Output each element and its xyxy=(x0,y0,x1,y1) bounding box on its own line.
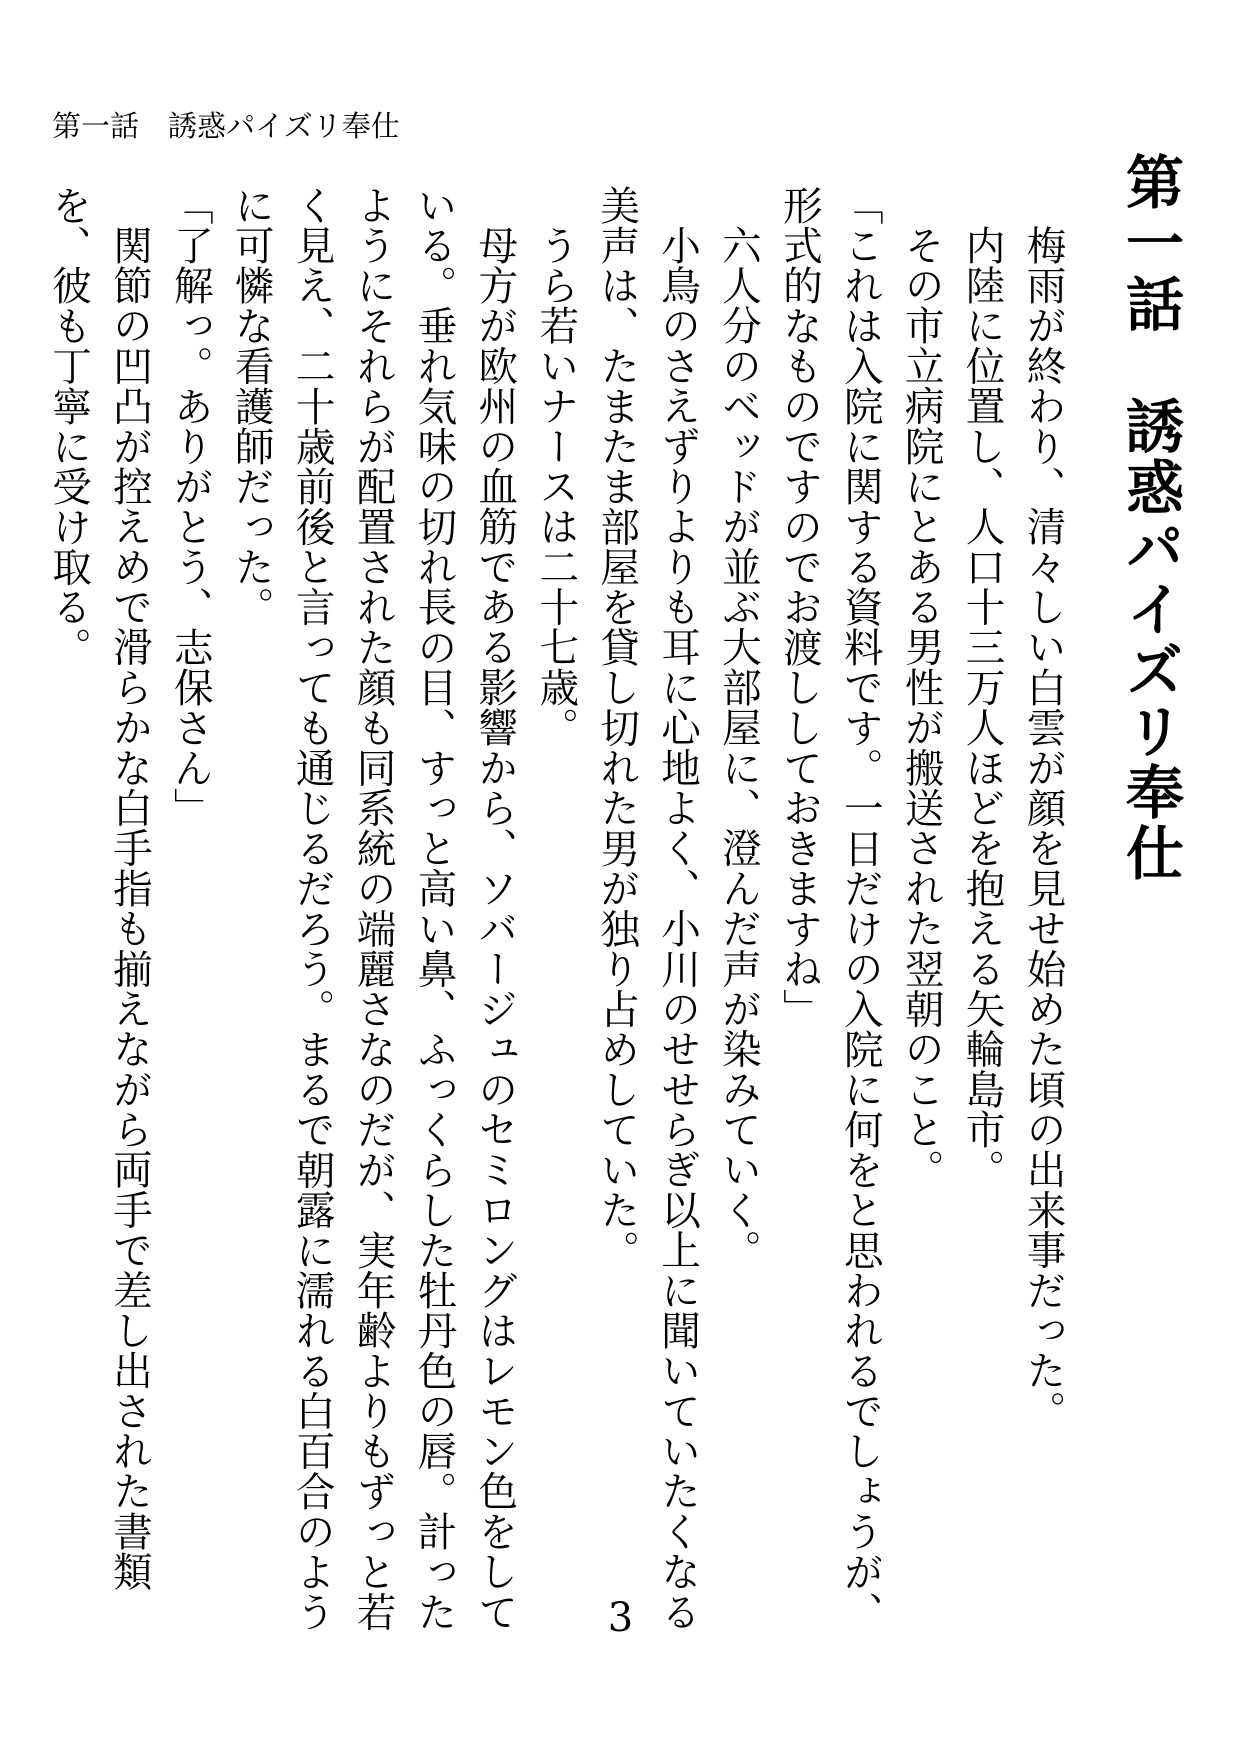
paragraph: 内陸に位置し、人口十三万人ほどを抱える矢輪島市。 xyxy=(959,224,1006,1190)
body-text xyxy=(45,185,1073,1645)
paragraph: 関節の凹凸が控えめで滑らかな白手指も揃えながら両手で差し出された書類を、彼も丁寧に受け取る。 xyxy=(45,185,153,1592)
running-header: 第一話 誘惑パイズリ奉仕 xyxy=(52,109,400,143)
paragraph: 六人分のベッドが並ぶ大部屋に、澄んだ声が染みていく。 xyxy=(715,224,762,1270)
dialogue-paragraph: 「これは入院に関する資料です。一日だけの入院に何をと思われるでしょうが、形式的なものですのでお渡ししておきますね」 xyxy=(776,185,884,1632)
paragraph: その市立病院にとある男性が搬送された翌朝のこと。 xyxy=(898,224,945,1190)
paragraph: 梅雨が終わり、清々しい白雲が顔を見せ始めた頃の出来事だった。 xyxy=(1020,224,1066,1431)
paragraph: 小鳥のさえずりよりも耳に心地よく、小川のせせらぎ以上に聞いていたくなる美声は、たまたま部屋を貸し切れた男が独り占めしていた。 xyxy=(593,185,701,1632)
chapter-title: 第一話 誘惑パイズリ奉仕 xyxy=(1116,152,1184,884)
page-number: 3 xyxy=(607,1595,634,1641)
dialogue-paragraph: 「了解っ。ありがとう、志保さん」 xyxy=(167,185,214,829)
paragraph: うら若いナースは二十七歳。 xyxy=(532,224,579,748)
paragraph: 母方が欧州の血筋である影響から、ソバージュのセミロングはレモン色をしている。垂れ気味の切れ長の目、すっと高い鼻、ふっくらした牡丹色の唇。計ったようにそれらが配置された顔も同系統の端麗さなのだが、実年齢よりもずっと若く見え、二十歳前後と言っても通じるだろう。まるで朝露に濡れる白百合のように可憐な看護師だった。 xyxy=(228,185,518,1632)
